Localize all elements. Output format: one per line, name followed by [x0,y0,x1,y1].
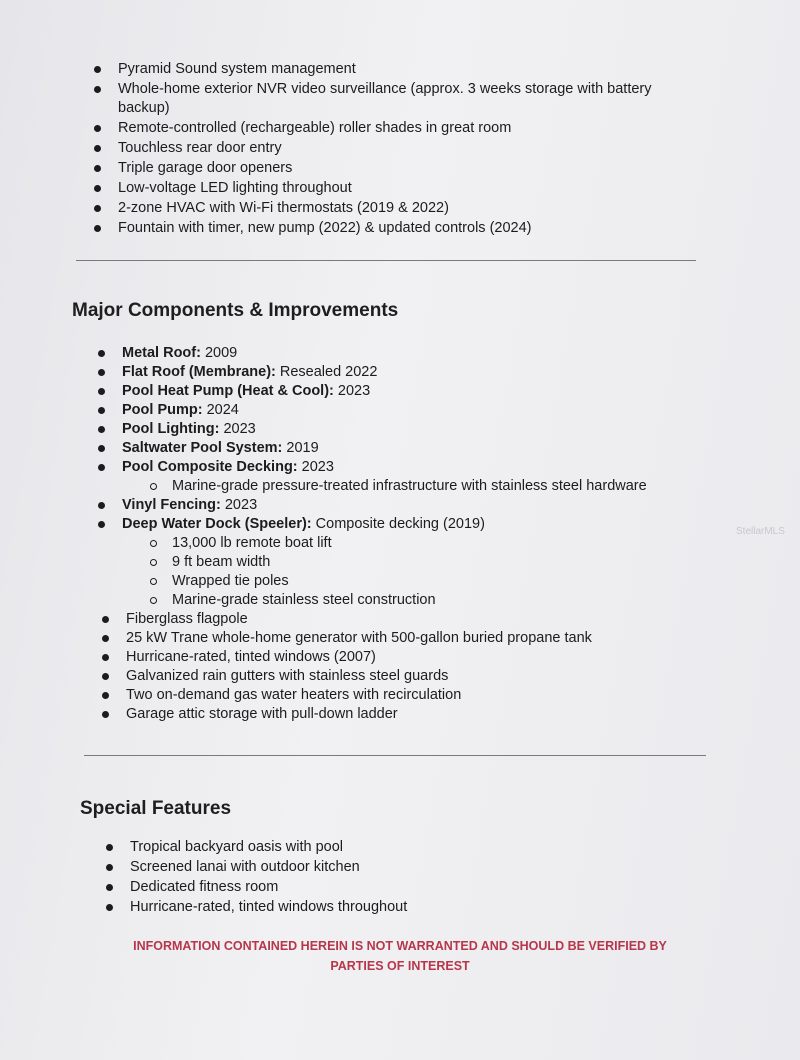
list-item: Garage attic storage with pull-down ladder [126,705,742,724]
bullet-icon [98,388,105,395]
list-item: Saltwater Pool System: 2019 [122,439,742,458]
list-item: Two on-demand gas water heaters with recirculation [126,686,742,705]
list-item: Low-voltage LED lighting throughout [118,179,678,198]
section-title-special: Special Features [80,798,232,819]
watermark: StellarMLS [736,526,785,537]
list-item: Vinyl Fencing: 2023 [122,496,742,515]
bullet-icon [102,635,109,642]
circle-bullet-icon [150,578,157,585]
bullet-icon [94,225,101,232]
circle-bullet-icon [150,597,157,604]
bullet-icon [94,66,101,73]
bullet-icon [94,205,101,212]
bullet-icon [102,711,109,718]
sub-list-item: 9 ft beam width [172,553,742,572]
divider [76,260,696,261]
list-item: Galvanized rain gutters with stainless steel guards [126,667,742,686]
bullet-icon [102,654,109,661]
circle-bullet-icon [150,483,157,490]
special-features-list [130,838,690,917]
list-item: Metal Roof: 2009 [122,344,742,363]
list-item: Whole-home exterior NVR video surveillance (approx. 3 weeks storage with battery backup) [118,80,678,118]
sub-list-item: 13,000 lb remote boat lift [172,534,742,553]
bullet-icon [98,426,105,433]
list-item: Fountain with timer, new pump (2022) & updated controls (2024) [118,219,678,238]
list-item: Pool Lighting: 2023 [122,420,742,439]
sub-list-item: Marine-grade pressure-treated infrastructure with stainless steel hardware [172,477,742,496]
list-item: Pyramid Sound system management [118,60,678,79]
bullet-icon [98,521,105,528]
sub-list-item: Marine-grade stainless steel construction [172,591,742,610]
list-item: 25 kW Trane whole-home generator with 500-gallon buried propane tank [126,629,742,648]
list-item: Screened lanai with outdoor kitchen [130,858,690,877]
features-top-list [118,60,678,238]
bullet-icon [102,673,109,680]
list-item: Touchless rear door entry [118,139,678,158]
list-item: Pool Pump: 2024 [122,401,742,420]
bullet-icon [98,369,105,376]
list-item: Fiberglass flagpole [126,610,742,629]
bullet-icon [98,350,105,357]
bullet-icon [98,407,105,414]
divider [84,755,706,756]
circle-bullet-icon [150,559,157,566]
circle-bullet-icon [150,540,157,547]
bullet-icon [94,125,101,132]
bullet-icon [106,904,113,911]
section-title-major: Major Components & Improvements [72,300,399,321]
list-item: Remote-controlled (rechargeable) roller shades in great room [118,119,678,138]
disclaimer-line-1: INFORMATION CONTAINED HEREIN IS NOT WARRANTED AND SHOULD BE VERIFIED BY [133,939,667,953]
disclaimer-line-2: PARTIES OF INTEREST [330,959,470,973]
major-components-list [122,344,742,724]
list-item: Dedicated fitness room [130,878,690,897]
bullet-icon [106,884,113,891]
list-item: Triple garage door openers [118,159,678,178]
bullet-icon [102,692,109,699]
bullet-icon [94,86,101,93]
bullet-icon [94,145,101,152]
bullet-icon [102,616,109,623]
list-item: Deep Water Dock (Speeler): Composite decking (2019) [122,515,742,534]
bullet-icon [98,502,105,509]
list-item: Tropical backyard oasis with pool [130,838,690,857]
bullet-icon [94,165,101,172]
list-item: Hurricane-rated, tinted windows (2007) [126,648,742,667]
bullet-icon [98,445,105,452]
bullet-icon [106,844,113,851]
disclaimer [100,936,700,976]
list-item: Pool Composite Decking: 2023 [122,458,742,477]
list-item: Hurricane-rated, tinted windows throughout [130,898,690,917]
bullet-icon [98,464,105,471]
bullet-icon [106,864,113,871]
sub-list-item: Wrapped tie poles [172,572,742,591]
list-item: Flat Roof (Membrane): Resealed 2022 [122,363,742,382]
bullet-icon [94,185,101,192]
list-item: 2-zone HVAC with Wi-Fi thermostats (2019 & 2022) [118,199,678,218]
list-item: Pool Heat Pump (Heat & Cool): 2023 [122,382,742,401]
